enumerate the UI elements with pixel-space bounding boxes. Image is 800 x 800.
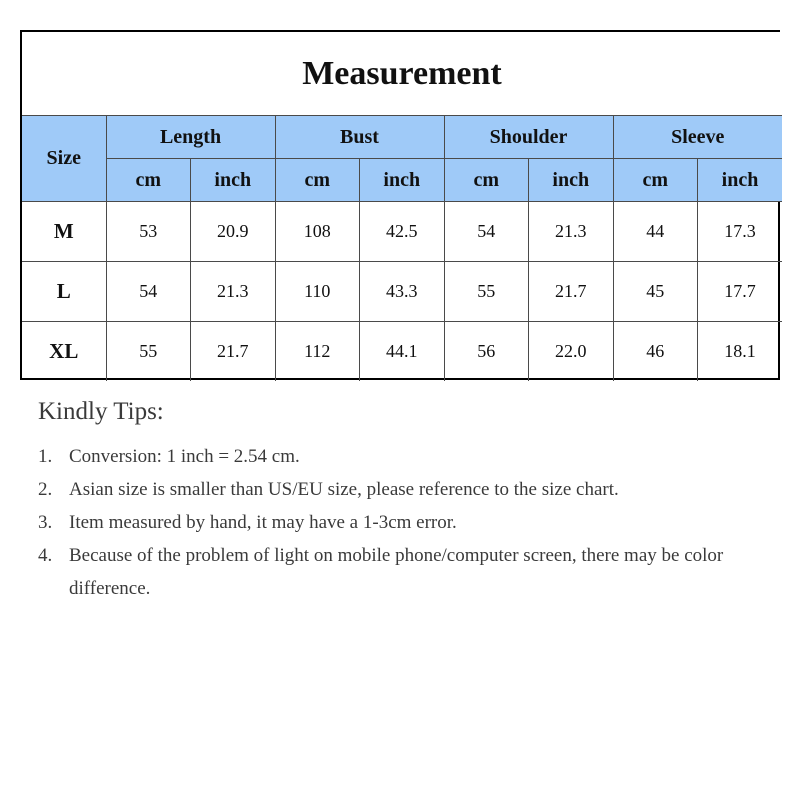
table-cell: 18.1 <box>698 322 783 382</box>
table-cell: 108 <box>275 202 360 262</box>
row-size-label: M <box>22 202 106 262</box>
table-row <box>22 322 782 382</box>
table-cell: 17.7 <box>698 262 783 322</box>
table-cell: 22.0 <box>529 322 614 382</box>
table-cell: 21.7 <box>191 322 276 382</box>
table-cell: 21.7 <box>529 262 614 322</box>
list-item <box>38 473 778 506</box>
list-item <box>38 440 778 473</box>
row-size-label: XL <box>22 322 106 382</box>
row-size-label: L <box>22 262 106 322</box>
list-item <box>38 539 778 605</box>
table-cell: 54 <box>444 202 529 262</box>
tip-number: 1. <box>38 446 53 467</box>
unit-header: cm <box>106 159 191 202</box>
group-header-sleeve: Sleeve <box>613 116 782 159</box>
tip-number: 3. <box>38 512 53 533</box>
unit-header: cm <box>613 159 698 202</box>
group-header-length: Length <box>106 116 275 159</box>
unit-header: inch <box>529 159 614 202</box>
tip-number: 2. <box>38 479 53 500</box>
group-header-row <box>22 116 782 159</box>
unit-header: inch <box>360 159 445 202</box>
size-table <box>22 32 782 381</box>
tip-text: Because of the problem of light on mobile phone/computer screen, there may be color difference. <box>69 545 724 599</box>
table-cell: 17.3 <box>698 202 783 262</box>
table-cell: 53 <box>106 202 191 262</box>
table-cell: 42.5 <box>360 202 445 262</box>
size-header: Size <box>22 116 106 202</box>
size-chart <box>20 30 780 380</box>
tips-list <box>38 440 778 605</box>
unit-header: cm <box>444 159 529 202</box>
table-cell: 55 <box>106 322 191 382</box>
table-row <box>22 202 782 262</box>
table-title: Measurement <box>22 32 782 116</box>
tips-section <box>38 398 778 605</box>
group-header-shoulder: Shoulder <box>444 116 613 159</box>
table-cell: 110 <box>275 262 360 322</box>
list-item <box>38 506 778 539</box>
table-cell: 21.3 <box>191 262 276 322</box>
tip-text: Conversion: 1 inch = 2.54 cm. <box>69 446 300 467</box>
tips-title: Kindly Tips: <box>38 398 164 425</box>
unit-header: cm <box>275 159 360 202</box>
table-cell: 44.1 <box>360 322 445 382</box>
table-cell: 112 <box>275 322 360 382</box>
unit-header: inch <box>191 159 276 202</box>
tip-text: Asian size is smaller than US/EU size, please reference to the size chart. <box>69 479 619 500</box>
tip-text: Item measured by hand, it may have a 1-3cm error. <box>69 512 457 533</box>
table-row <box>22 262 782 322</box>
table-cell: 46 <box>613 322 698 382</box>
table-cell: 55 <box>444 262 529 322</box>
tip-number: 4. <box>38 545 53 566</box>
unit-header: inch <box>698 159 783 202</box>
table-cell: 21.3 <box>529 202 614 262</box>
title-row <box>22 32 782 116</box>
table-cell: 44 <box>613 202 698 262</box>
table-cell: 54 <box>106 262 191 322</box>
unit-header-row <box>22 159 782 202</box>
table-cell: 20.9 <box>191 202 276 262</box>
group-header-bust: Bust <box>275 116 444 159</box>
table-cell: 45 <box>613 262 698 322</box>
table-cell: 43.3 <box>360 262 445 322</box>
table-cell: 56 <box>444 322 529 382</box>
